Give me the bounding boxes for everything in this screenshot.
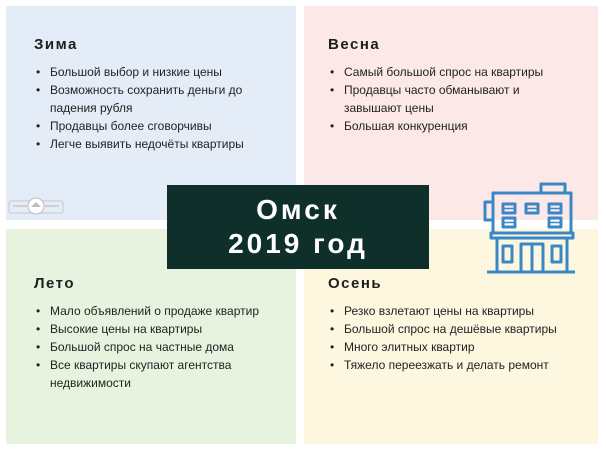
logo-stamp-icon — [8, 195, 64, 217]
list-item: • Резко взлетают цены на квартиры — [328, 302, 574, 320]
list-item: • Большой спрос на частные дома — [34, 338, 280, 356]
spring-list — [328, 63, 598, 135]
summer-list — [34, 302, 296, 392]
building-icon — [483, 180, 579, 276]
autumn-list — [328, 302, 598, 374]
list-item: • Легче выявить недочёты квартиры — [34, 135, 280, 153]
list-item: • Возможность сохранить деньги до падения рубля — [34, 81, 280, 117]
list-item: • Продавцы более сговорчивы — [34, 117, 280, 135]
autumn-heading: Осень — [328, 275, 383, 292]
summer-heading: Лето — [34, 275, 75, 292]
list-item: • Большая конкуренция — [328, 117, 574, 135]
list-item: • Много элитных квартир — [328, 338, 574, 356]
list-item: • Все квартиры скупают агентства недвижимости — [34, 356, 280, 392]
winter-heading: Зима — [34, 36, 78, 53]
title-city: Омск — [256, 194, 340, 225]
list-item: • Большой спрос на дешёвые квартиры — [328, 320, 574, 338]
list-item: • Высокие цены на квартиры — [34, 320, 280, 338]
list-item: • Продавцы часто обманывают и завышают цены — [328, 81, 574, 117]
list-item: • Самый большой спрос на квартиры — [328, 63, 574, 81]
list-item: • Большой выбор и низкие цены — [34, 63, 280, 81]
list-item: • Тяжело переезжать и делать ремонт — [328, 356, 574, 374]
list-item: • Мало объявлений о продаже квартир — [34, 302, 280, 320]
title-year: 2019 год — [228, 228, 368, 259]
spring-heading: Весна — [328, 36, 381, 53]
winter-list — [34, 63, 296, 153]
title-banner — [167, 185, 429, 269]
